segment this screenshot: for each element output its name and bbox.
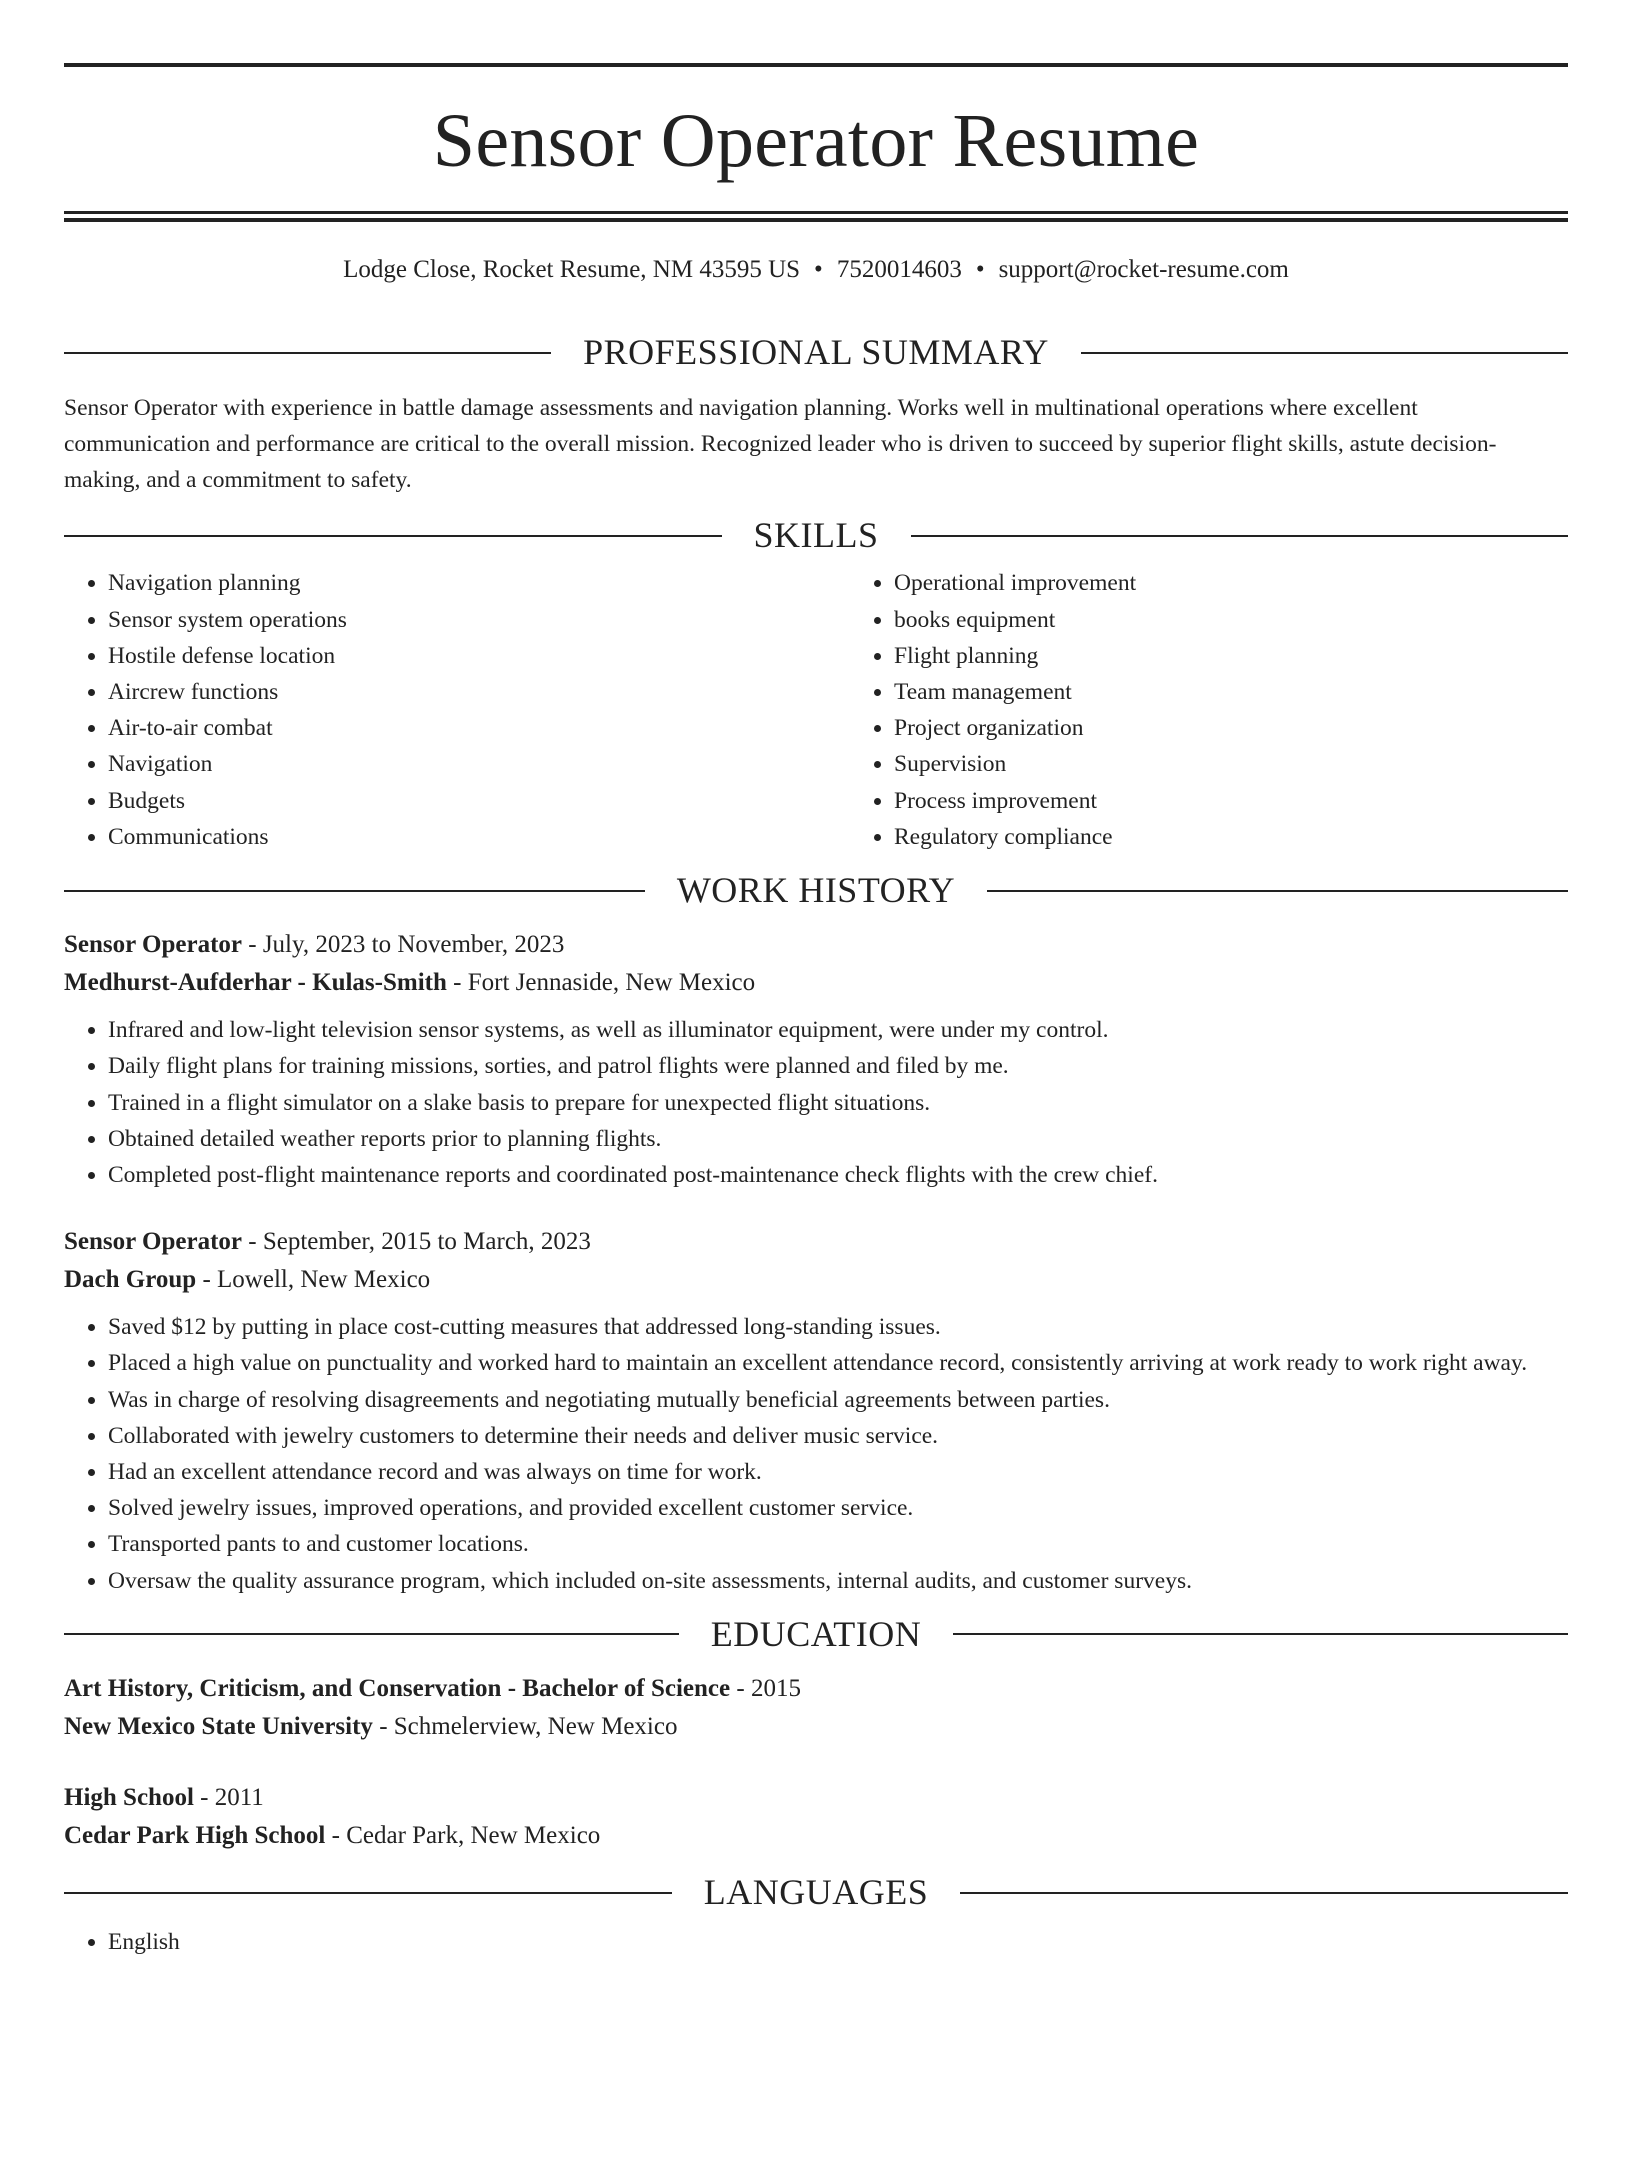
education-year: - 2015 bbox=[730, 1675, 801, 1703]
skill-item: • Communications bbox=[108, 819, 850, 855]
job-entry bbox=[64, 926, 1568, 1193]
job-company: Dach Group bbox=[64, 1266, 197, 1294]
job-bullet: • Solved jewelry issues, improved operations, and provided excellent customer service. bbox=[108, 1490, 1568, 1526]
education-location: - Schmelerview, New Mexico bbox=[372, 1713, 678, 1741]
section-header-skills bbox=[64, 514, 1568, 557]
divider-line bbox=[64, 1633, 679, 1635]
education-degree-line bbox=[64, 1779, 1568, 1817]
skill-item: • Operational improvement bbox=[894, 565, 1632, 601]
job-bullet: • Placed a high value on punctuality and worked hard to maintain an excellent attendance record, consistently arriving at work ready to work right away. bbox=[108, 1345, 1568, 1381]
job-bullet: • Daily flight plans for training missions, sorties, and patrol flights were planned and filed by me. bbox=[108, 1048, 1568, 1084]
skill-item: • Sensor system operations bbox=[108, 602, 850, 638]
education-location: - Cedar Park, New Mexico bbox=[325, 1822, 601, 1850]
skill-item: • Navigation bbox=[108, 746, 850, 782]
skill-item: • Budgets bbox=[108, 783, 850, 819]
job-company-line bbox=[64, 964, 1568, 1002]
section-title: WORK HISTORY bbox=[676, 870, 956, 910]
job-company-line bbox=[64, 1261, 1568, 1299]
language-item: • English bbox=[108, 1924, 1568, 1960]
job-entry bbox=[64, 1223, 1568, 1599]
skill-item: • Air-to-air combat bbox=[108, 710, 850, 746]
job-title: Sensor Operator bbox=[64, 931, 242, 959]
divider-line bbox=[1081, 352, 1568, 354]
education-entry bbox=[64, 1779, 1568, 1855]
section-header-work bbox=[64, 869, 1568, 912]
job-bullet: • Infrared and low-light television sensor systems, as well as illuminator equipment, were under my control. bbox=[108, 1012, 1568, 1048]
contact-email: support@rocket-resume.com bbox=[998, 256, 1289, 283]
job-bullet: • Saved $12 by putting in place cost-cutting measures that addressed long-standing issues. bbox=[108, 1309, 1568, 1345]
resume-title: Sensor Operator Resume bbox=[432, 99, 1200, 183]
contact-separator: • bbox=[814, 256, 823, 283]
job-bullet: • Transported pants to and customer locations. bbox=[108, 1526, 1568, 1562]
section-title: SKILLS bbox=[753, 515, 879, 556]
divider-line bbox=[64, 352, 551, 354]
section-header-languages bbox=[64, 1871, 1568, 1914]
skill-item: • Flight planning bbox=[894, 638, 1632, 674]
job-bullet: • Trained in a flight simulator on a slake basis to prepare for unexpected flight situations. bbox=[108, 1085, 1568, 1121]
job-bullet: • Oversaw the quality assurance program, which included on-site assessments, internal audits, and customer surveys. bbox=[108, 1563, 1568, 1599]
education-school: New Mexico State University bbox=[64, 1713, 373, 1741]
education-degree-line bbox=[64, 1670, 1568, 1708]
education-school-line bbox=[64, 1708, 1568, 1746]
job-location: - Fort Jennaside, New Mexico bbox=[446, 969, 756, 997]
divider-line bbox=[911, 535, 1569, 537]
divider-line bbox=[64, 890, 645, 892]
divider-line bbox=[64, 535, 722, 537]
skill-item: • Process improvement bbox=[894, 783, 1632, 819]
section-title: EDUCATION bbox=[710, 1613, 922, 1654]
skills-columns bbox=[64, 565, 1568, 855]
languages-list bbox=[64, 1924, 1568, 1960]
divider-line bbox=[64, 1892, 672, 1894]
job-bullets bbox=[64, 1309, 1568, 1599]
resume-page bbox=[0, 63, 1632, 2175]
section-title: LANGUAGES bbox=[703, 1872, 929, 1913]
job-location: - Lowell, New Mexico bbox=[196, 1266, 431, 1294]
skill-item: • Team management bbox=[894, 674, 1632, 710]
education-school-line bbox=[64, 1817, 1568, 1855]
job-bullet: • Completed post-flight maintenance reports and coordinated post-maintenance check flights with the crew chief. bbox=[108, 1157, 1568, 1193]
job-dates: - July, 2023 to November, 2023 bbox=[242, 931, 565, 959]
job-bullet: • Obtained detailed weather reports prior to planning flights. bbox=[108, 1121, 1568, 1157]
job-bullet: • Collaborated with jewelry customers to determine their needs and deliver music service. bbox=[108, 1418, 1568, 1454]
divider-line bbox=[987, 890, 1568, 892]
skill-item: • Supervision bbox=[894, 746, 1632, 782]
job-bullet: • Was in charge of resolving disagreements and negotiating mutually beneficial agreements between parties. bbox=[108, 1382, 1568, 1418]
divider-line bbox=[960, 1892, 1568, 1894]
contact-phone: 7520014603 bbox=[836, 256, 962, 283]
skills-list-right bbox=[850, 565, 1632, 855]
section-title: PROFESSIONAL SUMMARY bbox=[583, 332, 1049, 372]
education-year: - 2011 bbox=[193, 1784, 264, 1812]
education-school: Cedar Park High School bbox=[64, 1822, 326, 1850]
skill-item: • Regulatory compliance bbox=[894, 819, 1632, 855]
top-rule bbox=[64, 63, 1568, 67]
job-company: Medhurst-Aufderhar - Kulas-Smith bbox=[64, 969, 447, 997]
skill-item: • Hostile defense location bbox=[108, 638, 850, 674]
education-degree: High School bbox=[64, 1784, 194, 1812]
job-title: Sensor Operator bbox=[64, 1228, 242, 1256]
job-dates: - September, 2015 to March, 2023 bbox=[242, 1228, 591, 1256]
contact-line bbox=[64, 255, 1568, 285]
section-header-education bbox=[64, 1613, 1568, 1656]
job-bullets bbox=[64, 1012, 1568, 1193]
divider-line bbox=[953, 1633, 1568, 1635]
contact-separator: • bbox=[975, 256, 985, 283]
skill-item: • Aircrew functions bbox=[108, 674, 850, 710]
job-title-line bbox=[64, 926, 1568, 964]
job-title-line bbox=[64, 1223, 1568, 1261]
education-entry bbox=[64, 1670, 1568, 1746]
skills-list-left bbox=[64, 565, 850, 855]
skill-item: • Navigation planning bbox=[108, 565, 850, 601]
skill-item: • Project organization bbox=[894, 710, 1632, 746]
section-header-summary bbox=[64, 331, 1568, 374]
education-degree: Art History, Criticism, and Conservation - Bachelor of Science bbox=[64, 1675, 731, 1703]
summary-text: Sensor Operator with experience in battle damage assessments and navigation planning. Works well in multinational operations where excellent communication and performance are critical to the overall mission. Recognized leader who is driven to succeed by superior flight skills, astute decision-making, and a commitment to safety. bbox=[64, 395, 1497, 494]
title-double-rule bbox=[64, 211, 1568, 222]
contact-address: Lodge Close, Rocket Resume, NM 43595 US bbox=[343, 256, 801, 283]
skill-item: • books equipment bbox=[894, 602, 1632, 638]
job-bullet: • Had an excellent attendance record and was always on time for work. bbox=[108, 1454, 1568, 1490]
